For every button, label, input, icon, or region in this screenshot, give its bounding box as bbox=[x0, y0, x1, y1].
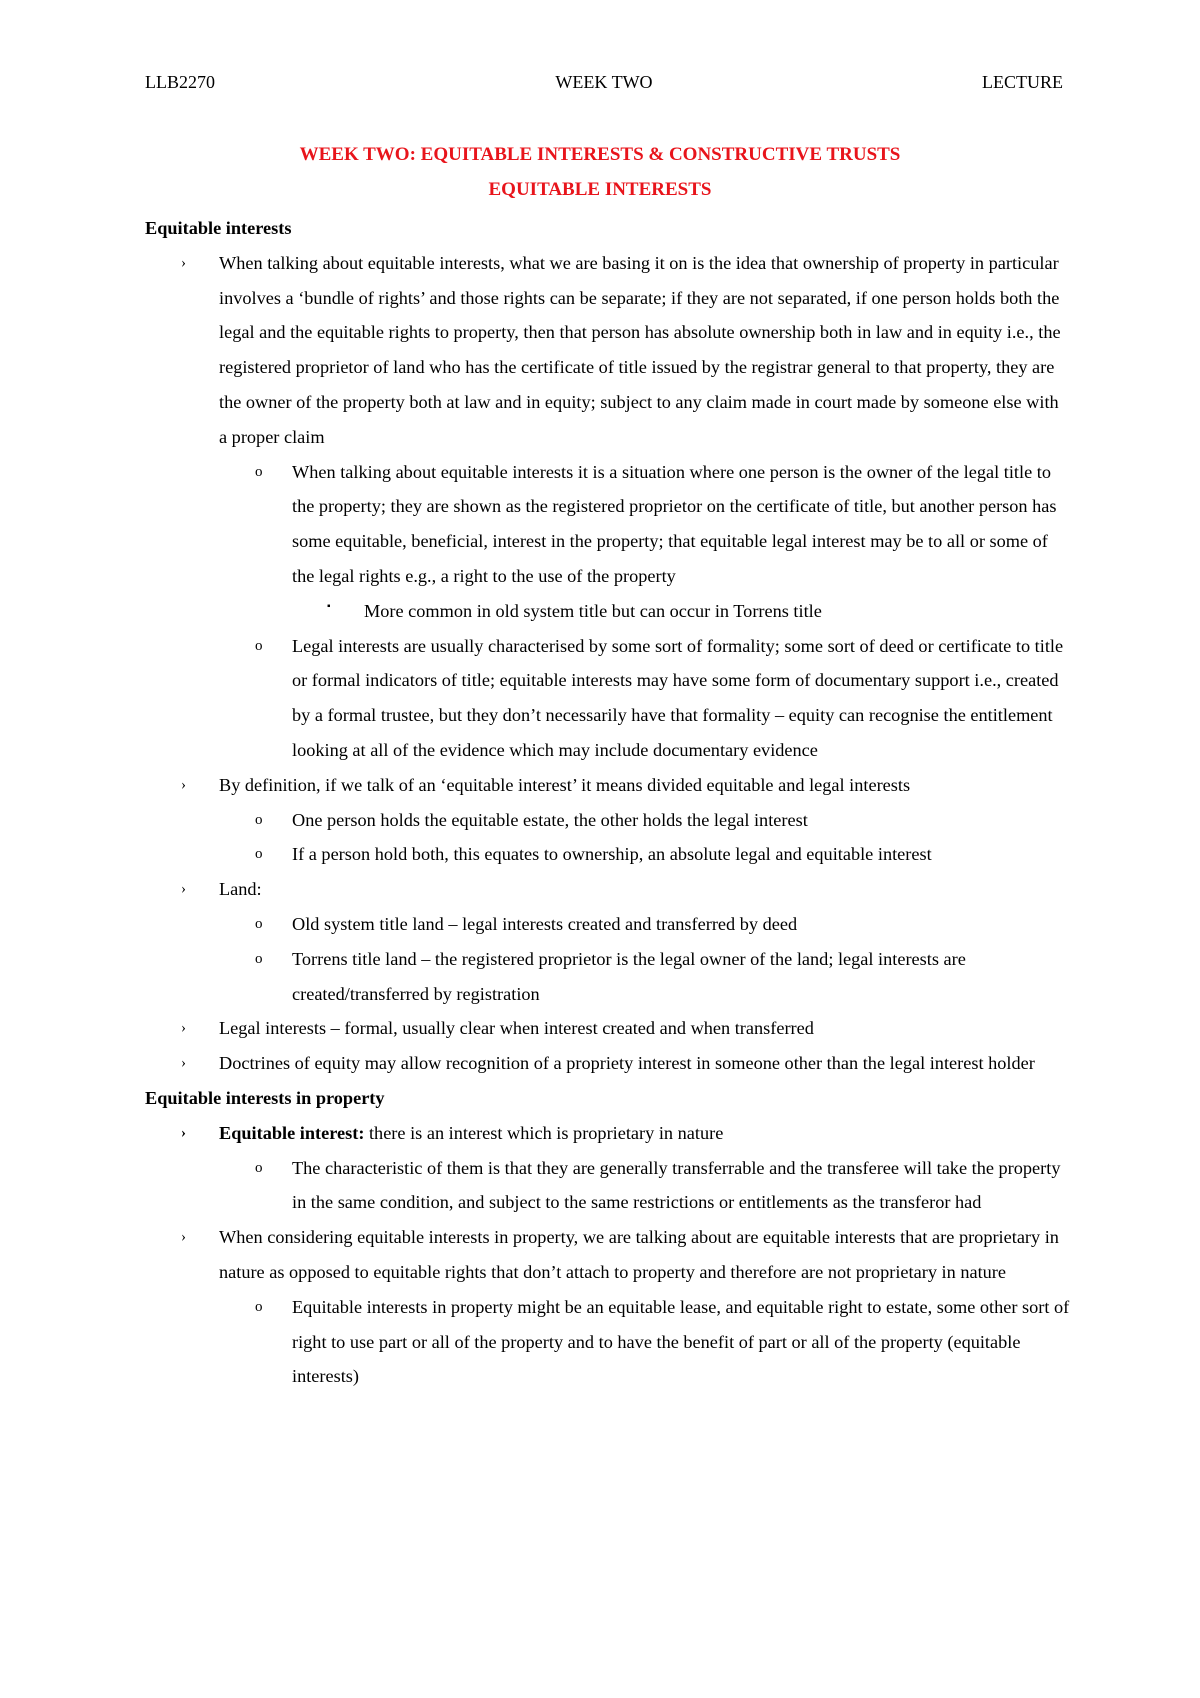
bullet-circle-icon: o bbox=[255, 811, 263, 828]
list-item bbox=[145, 942, 1070, 1012]
bullet-arrow-icon: › bbox=[181, 1020, 186, 1037]
bullet-arrow-icon: › bbox=[181, 1229, 186, 1246]
bullet-list bbox=[145, 246, 1070, 1081]
bullet-circle-icon: o bbox=[255, 950, 263, 967]
list-item bbox=[145, 246, 1070, 455]
list-item-text: Legal interests are usually characterised by some sort of formality; some sort of deed or certificate to title or formal indicators of title; equitable interests may have some form of documentary support i.e., created by a formal trustee, but they don’t necessarily have that formality – equity can recognise the entitlement looking at all of the evidence which may include documentary evidence bbox=[292, 635, 1064, 760]
list-item-text: there is an interest which is proprietary in nature bbox=[364, 1122, 724, 1143]
list-item bbox=[145, 1290, 1070, 1394]
list-item-text: When talking about equitable interests, what we are basing it on is the idea that ownership of property in particular involves a ‘bundle of rights’ and those rights can be separate; if they are not separated, if one person holds both the legal and the equitable rights to property, then that person has absolute ownership both in law and in equity i.e., the registered proprietor of land who has the certificate of title issued by the registrar general to that property, they are the owner of the property both at law and in equity; subject to any claim made in court made by someone else with a proper claim bbox=[219, 252, 1061, 447]
bullet-circle-icon: o bbox=[255, 637, 263, 654]
list-item-text: When talking about equitable interests it is a situation where one person is the owner of the legal title to the property; they are shown as the registered proprietor on the certificate of title, but another person has some equitable, beneficial, interest in the property; that equitable legal interest may be to all or some of the legal rights e.g., a right to the use of the property bbox=[292, 461, 1057, 586]
header-week: WEEK TWO bbox=[555, 72, 653, 92]
list-item-text: Old system title land – legal interests created and transferred by deed bbox=[292, 913, 798, 934]
bullet-circle-icon: o bbox=[255, 463, 263, 480]
bullet-circle-icon: o bbox=[255, 1159, 263, 1176]
bullet-circle-icon: o bbox=[255, 846, 263, 863]
page-header bbox=[145, 72, 1063, 98]
list-item-text: The characteristic of them is that they are generally transferrable and the transferee will take the property in the same condition, and subject to the same restrictions or entitlements as the transferor had bbox=[292, 1157, 1061, 1213]
header-course-code: LLB2270 bbox=[145, 72, 215, 92]
bullet-list bbox=[145, 1116, 1070, 1394]
bullet-arrow-icon: › bbox=[181, 254, 186, 271]
bullet-arrow-icon: › bbox=[181, 881, 186, 898]
list-item-text: Land: bbox=[219, 879, 262, 900]
list-item bbox=[145, 1046, 1070, 1081]
list-item bbox=[145, 1220, 1070, 1290]
list-item-text: Doctrines of equity may allow recognition of a propriety interest in someone other than the legal interest holder bbox=[219, 1053, 1035, 1074]
bullet-arrow-icon: › bbox=[181, 776, 186, 793]
list-item bbox=[145, 907, 1070, 942]
bullet-square-icon: ▪ bbox=[327, 600, 331, 612]
list-item bbox=[145, 768, 1070, 803]
list-item bbox=[145, 837, 1070, 872]
document-subtitle: EQUITABLE INTERESTS bbox=[488, 179, 712, 200]
list-item bbox=[145, 1011, 1070, 1046]
lead-term: Equitable interest: bbox=[219, 1122, 365, 1143]
bullet-circle-icon: o bbox=[255, 915, 263, 932]
section-heading: Equitable interests bbox=[145, 218, 292, 238]
list-item-text: By definition, if we talk of an ‘equitable interest’ it means divided equitable and legal interests bbox=[219, 774, 911, 795]
document-title: WEEK TWO: EQUITABLE INTERESTS & CONSTRUCTIVE TRUSTS bbox=[299, 144, 901, 165]
bullet-arrow-icon: › bbox=[181, 1055, 186, 1072]
section-heading: Equitable interests in property bbox=[145, 1087, 385, 1108]
list-item-text: Torrens title land – the registered proprietor is the legal owner of the land; legal interests are created/transferred by registration bbox=[292, 948, 966, 1004]
list-item-text: If a person hold both, this equates to ownership, an absolute legal and equitable interest bbox=[292, 844, 932, 865]
list-item-text: When considering equitable interests in property, we are talking about are equitable interests that are proprietary in nature as opposed to equitable rights that don’t attach to property and therefore are not proprietary in nature bbox=[219, 1227, 1059, 1282]
bullet-arrow-icon: › bbox=[181, 1124, 186, 1141]
list-item bbox=[145, 803, 1070, 838]
list-item-text: Legal interests – formal, usually clear when interest created and when transferred bbox=[219, 1018, 814, 1039]
bullet-circle-icon: o bbox=[255, 1298, 263, 1315]
header-type: LECTURE bbox=[982, 72, 1063, 92]
list-item-text: More common in old system title but can occur in Torrens title bbox=[364, 600, 822, 621]
list-item bbox=[145, 872, 1070, 907]
list-item bbox=[145, 629, 1070, 768]
list-item bbox=[145, 594, 1070, 629]
list-item bbox=[145, 1151, 1070, 1221]
list-item bbox=[145, 1116, 1070, 1151]
list-item-text: One person holds the equitable estate, the other holds the legal interest bbox=[292, 809, 808, 830]
list-item-text: Equitable interests in property might be an equitable lease, and equitable right to estate, some other sort of right to use part or all of the property and to have the benefit of part or all of the property (equitable interests) bbox=[292, 1296, 1070, 1387]
list-item bbox=[145, 455, 1070, 594]
document-body bbox=[145, 211, 1070, 1394]
